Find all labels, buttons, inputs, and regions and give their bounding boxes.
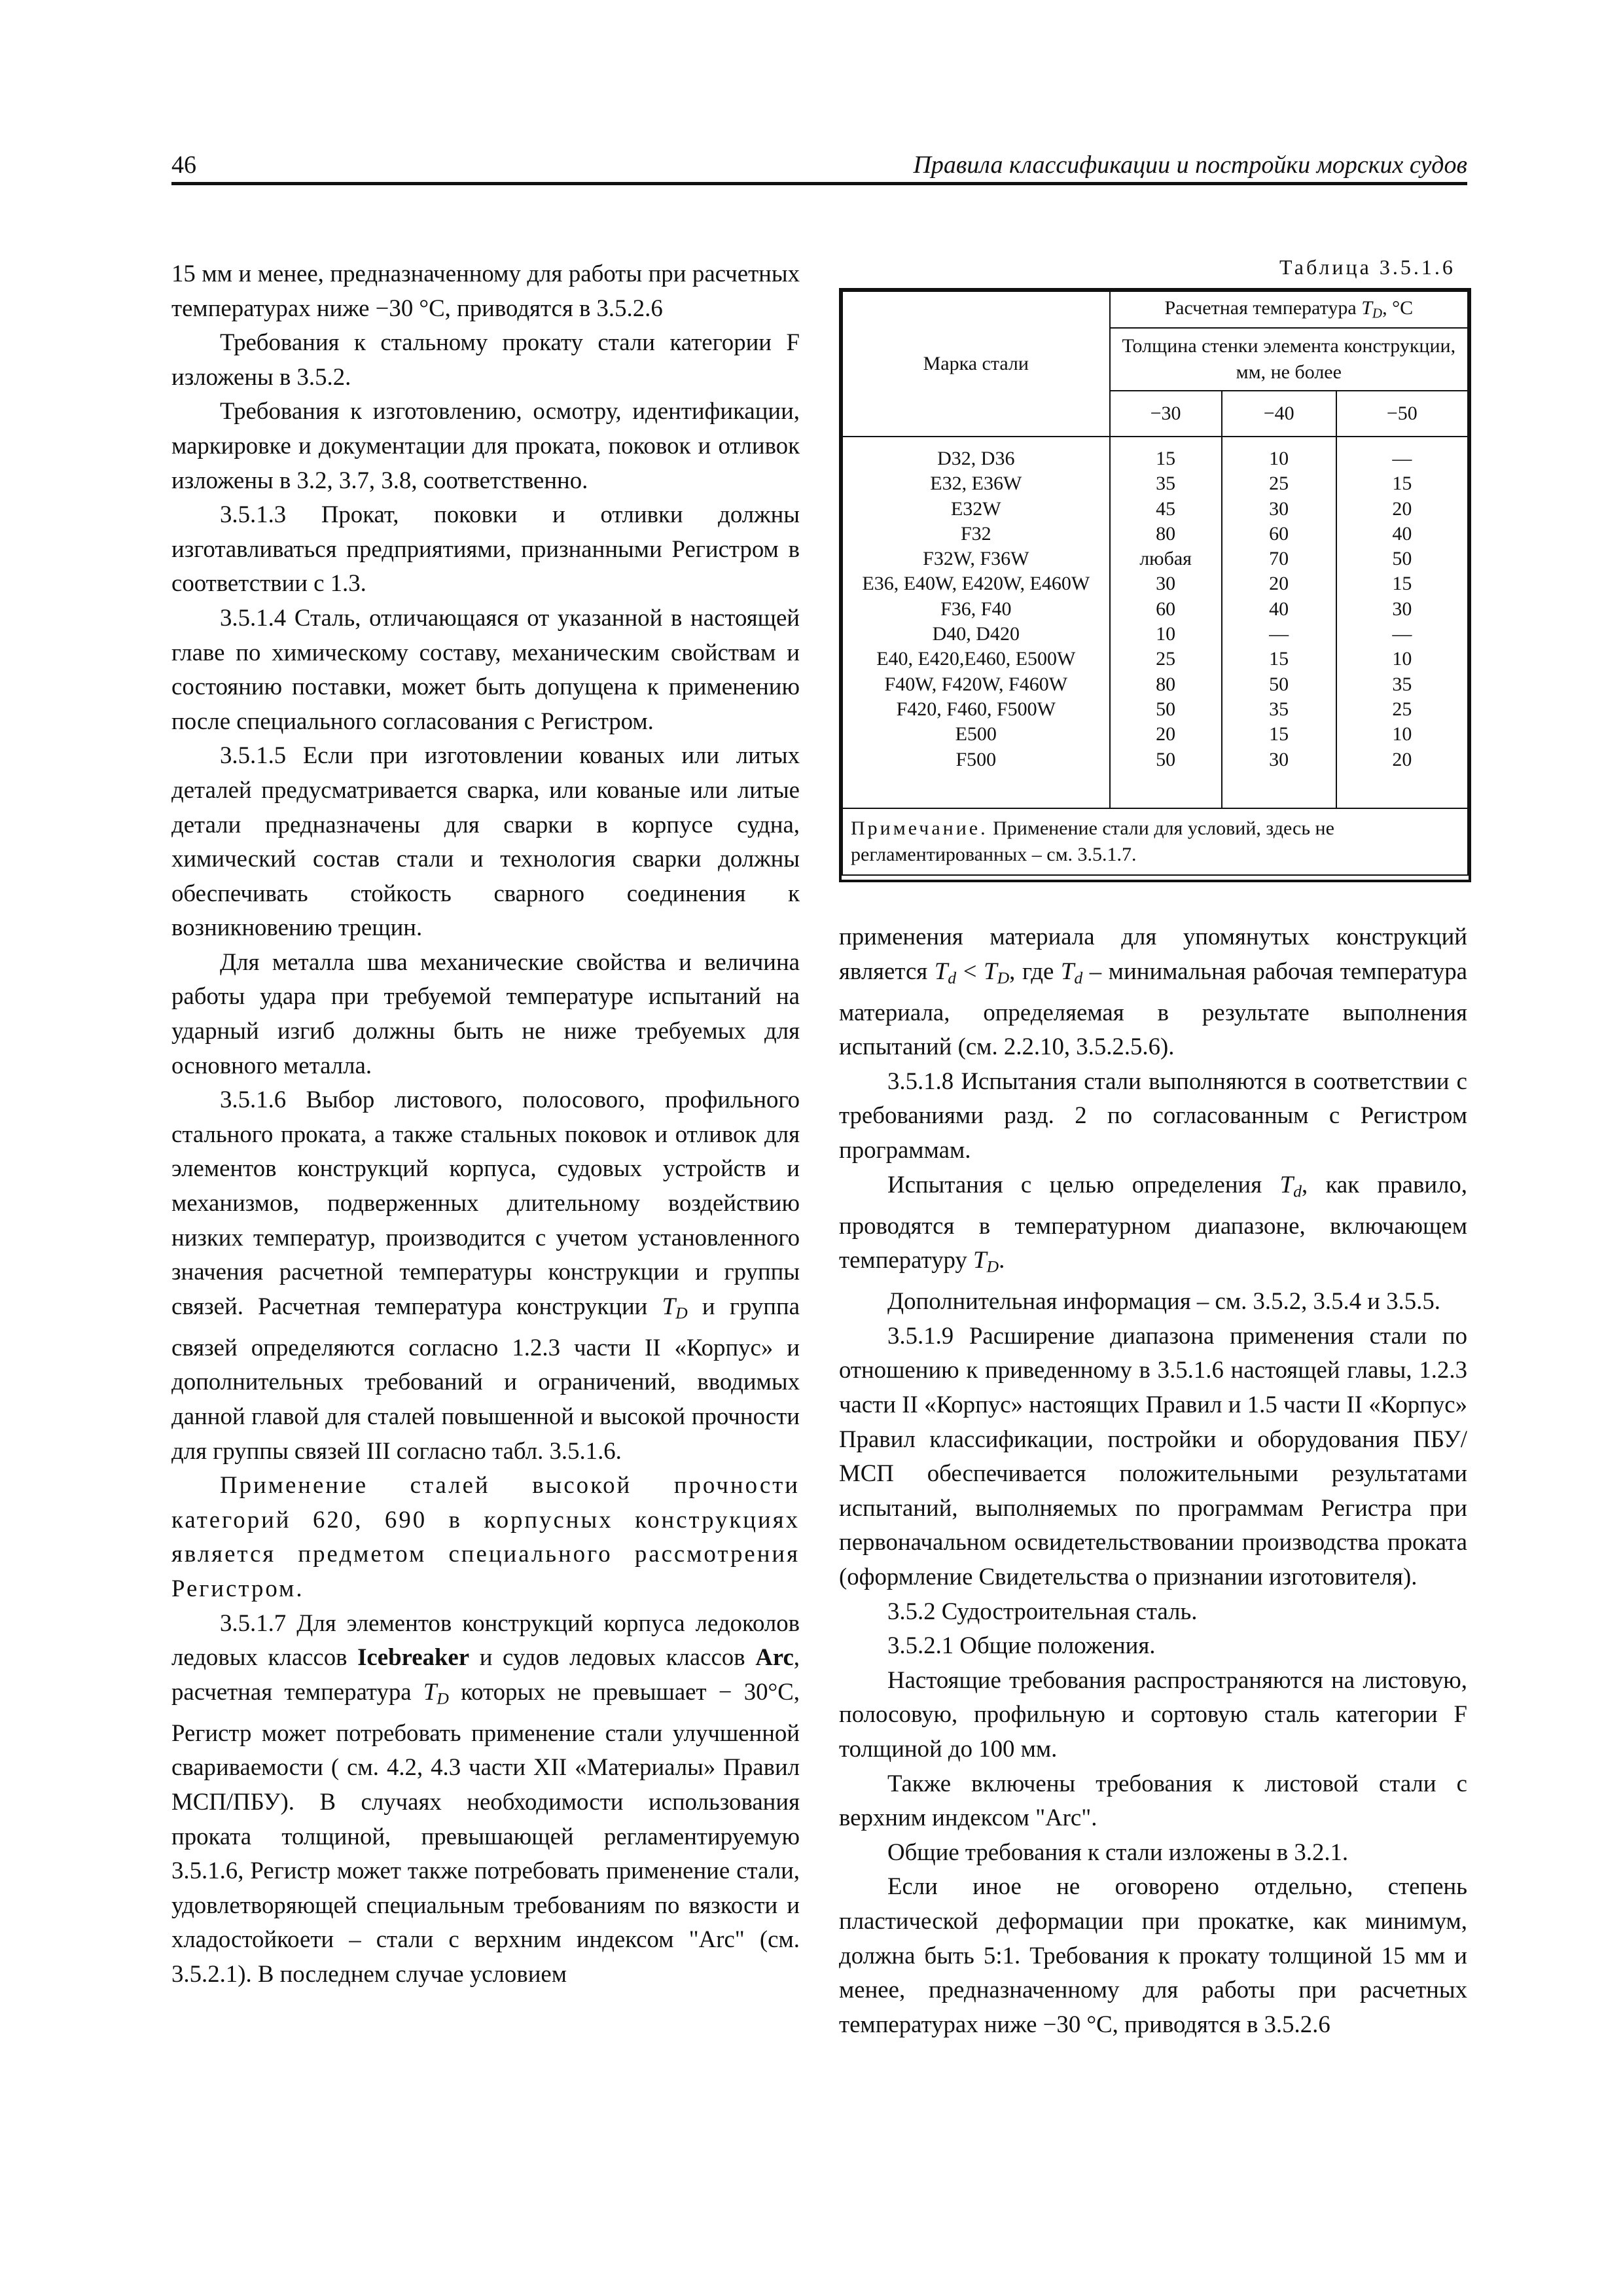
- grade-row: E32, E36W: [930, 473, 1022, 495]
- value-cell: 40: [1269, 598, 1289, 620]
- steel-table: [839, 288, 1471, 882]
- value-cell: —: [1392, 448, 1412, 469]
- paragraph: Применение сталей высокой прочности категорий 620, 690 в корпусных конструкциях является предметом специального рассмотрения Регистром.: [171, 1471, 800, 1602]
- table-note: [842, 808, 1468, 875]
- text-run: , как правило, проводятся в температурном диапазоне, включающем температуру: [839, 1170, 1467, 1274]
- value-cell: 15: [1269, 723, 1289, 745]
- value-cell: любая: [1139, 548, 1192, 570]
- text-run: применения материала для упомянутых конструкций является: [839, 923, 1467, 984]
- paragraph: [839, 1168, 1467, 1285]
- value-cell: 40: [1392, 522, 1412, 545]
- paragraph: Требования к стальному прокату стали категории F изложены в 3.5.2.: [171, 329, 800, 390]
- value-cell: 50: [1392, 548, 1412, 570]
- value-cell: 20: [1392, 748, 1412, 770]
- note-text: Применение стали для условий, здесь не регламентированных – см. 3.5.1.7.: [851, 817, 1334, 865]
- value-cell: 30: [1392, 598, 1412, 620]
- value-cell: 15: [1156, 448, 1176, 469]
- paragraph: 15 мм и менее, предназначенному для работы при расчетных температурах ниже −30 °С, приводятся в 3.5.2.6: [171, 260, 800, 321]
- paragraph: [171, 1606, 800, 1992]
- value-cell: 30: [1269, 497, 1289, 520]
- symbol-td: [662, 1292, 688, 1323]
- value-cell: 45: [1156, 497, 1176, 520]
- value-cell: 10: [1392, 648, 1412, 670]
- temp-header: −40: [1222, 391, 1336, 437]
- text-run: Испытания с целью определения: [887, 1170, 1280, 1198]
- value-cell: 10: [1392, 723, 1412, 745]
- value-cell: 25: [1269, 473, 1289, 495]
- grade-row: F36, F40: [940, 598, 1012, 620]
- text-run: которых не превышает − 30°С, Регистр может потребовать применение стали улучшенной свариваемости ( см. 4.2, 4.3 части XII «Материалы» Правил МСП/ПБУ). В случаях необходимости использования проката толщиной, превышающей регламентируемую 3.5.1.6, Регистр может также потребовать применение стали, удовлетворяющей специальным требованиям по вязкости и хладостойкоети – стали с верхним индексом "Arc" (см. 3.5.2.1). В последнем случае условием: [171, 1677, 800, 1987]
- value-cell: 60: [1269, 522, 1289, 545]
- symbol-t: T: [1060, 957, 1075, 984]
- value-cell: 20: [1392, 497, 1412, 520]
- text-run: , расчетная температура: [171, 1643, 800, 1705]
- grade-row: E500: [955, 723, 997, 745]
- temp-header: −30: [1110, 391, 1222, 437]
- grade-row: F32: [960, 522, 991, 545]
- symbol-t: T: [662, 1292, 676, 1319]
- symbol-td: [423, 1677, 449, 1708]
- header-text: Расчетная температура: [1164, 297, 1362, 319]
- grade-row: F40W, F420W, F460W: [884, 673, 1068, 695]
- right-column: [839, 920, 1467, 2041]
- column-header-grade: Марка стали: [842, 291, 1110, 437]
- grade-row: F32W, F36W: [923, 548, 1029, 570]
- subscript: D: [997, 968, 1010, 988]
- symbol-td-min: [1060, 957, 1083, 988]
- grade-row: F420, F460, F500W: [896, 698, 1056, 720]
- value-cell: 50: [1156, 748, 1176, 770]
- paragraph: 3.5.1.3 Прокат, поковки и отливки должны изготавливаться предприятиями, признанными Регистром в соответствии с 1.3.: [171, 501, 800, 597]
- grade-row: D32, D36: [937, 448, 1015, 469]
- grade-row: E40, E420,E460, E500W: [876, 648, 1076, 670]
- text-run: , где: [1009, 957, 1061, 984]
- symbol-t: T: [1279, 1170, 1294, 1198]
- paragraph: 3.5.1.9 Расширение диапазона применения стали по отношению к приведенному в 3.5.1.6 настоящей главы, 1.2.3 части II «Корпус» настоящих Правил и 1.5 части II «Корпус» Правил классификации, постройки и оборудования ПБУ/МСП обеспечивается положительными результатами испытаний, выполняемых по программам Регистра при первоначальном освидетельствовании производства проката (оформление Свидетельства о признании изготовителя).: [839, 1321, 1467, 1590]
- ice-class-name: Arc: [755, 1643, 794, 1671]
- symbol-td: [984, 957, 1010, 988]
- values-minus30: [1110, 437, 1222, 808]
- section-heading: 3.5.2 Судостроительная сталь.: [887, 1597, 1198, 1624]
- left-column: [171, 257, 800, 1992]
- text-run: 3.5.1.7 Для элементов конструкций корпуса ледоколов ледовых классов: [171, 1609, 800, 1671]
- symbol-t: T: [423, 1677, 437, 1705]
- paragraph: 3.5.1.8 Испытания стали выполняются в соответствии с требованиями разд. 2 по согласованным с Регистром программам.: [839, 1067, 1467, 1163]
- paragraph: Требования к изготовлению, осмотру, идентификации, маркировке и документации для проката, поковок и отливок изложены в 3.2, 3.7, 3.8, соответственно.: [171, 397, 800, 493]
- symbol-t: T: [1361, 297, 1372, 319]
- table-caption: Таблица 3.5.1.6: [1279, 255, 1455, 279]
- value-cell: 30: [1156, 573, 1176, 595]
- column-header-thickness: Толщина стенки элемента конструкции, мм, не более: [1110, 328, 1468, 391]
- value-cell: 25: [1156, 648, 1176, 670]
- values-minus50: [1336, 437, 1468, 808]
- text-run: 3.5.1.6 Выбор листового, полосового, профильного стального проката, а также стальных поковок и отливок для элементов конструкций корпуса, судовых устройств и механизмов, подверженных длительному воздействию низких температур, производится с учетом установленного значения расчетной температуры конструкции и группы связей. Расчетная температура конструкции: [171, 1086, 800, 1319]
- text-run: .: [999, 1246, 1005, 1274]
- values-minus40: [1222, 437, 1336, 808]
- paragraph: Общие требования к стали изложены в 3.2.1.: [887, 1838, 1349, 1865]
- value-cell: 10: [1269, 448, 1289, 469]
- temp-header: −50: [1336, 391, 1468, 437]
- value-cell: 15: [1392, 573, 1412, 595]
- value-cell: —: [1269, 623, 1289, 645]
- value-cell: 35: [1156, 473, 1176, 495]
- subscript: D: [675, 1303, 688, 1323]
- paragraph: 3.5.1.5 Если при изготовлении кованых или литых деталей предусматривается сварка, или кованые или литые детали предназначены для сварки в корпусе судна, химический состав стали и технология сварки должны обеспечивать стойкость сварного соединения к возникновению трещин.: [171, 742, 800, 941]
- value-cell: 50: [1156, 698, 1176, 720]
- value-cell: 10: [1156, 623, 1176, 645]
- grade-row: E36, E40W, E420W, E460W: [862, 573, 1090, 595]
- header-unit: , °С: [1382, 297, 1414, 319]
- symbol-td: [1361, 297, 1382, 319]
- value-cell: 35: [1392, 673, 1412, 695]
- note-lead: Примечание.: [851, 817, 988, 839]
- symbol-t: T: [984, 957, 997, 984]
- subscript: D: [437, 1689, 449, 1708]
- value-cell: 70: [1269, 548, 1289, 570]
- grade-cell: [842, 437, 1110, 808]
- subsection-heading: 3.5.2.1 Общие положения.: [887, 1632, 1156, 1659]
- text-run: и судов ледовых классов: [469, 1643, 756, 1671]
- paragraph: [171, 1083, 800, 1468]
- subscript: d: [1293, 1181, 1302, 1201]
- subscript: D: [986, 1257, 999, 1276]
- paragraph: Настоящие требования распространяются на листовую, полосовую, профильную и сортовую сталь категории F толщиной до 100 мм.: [839, 1666, 1467, 1762]
- page-number: 46: [171, 151, 196, 179]
- grade-row: E32W: [950, 497, 1001, 520]
- value-cell: 20: [1269, 573, 1289, 595]
- text-run: <: [956, 957, 984, 984]
- symbol-t: T: [973, 1246, 987, 1274]
- subscript: D: [1372, 305, 1383, 321]
- symbol-t: T: [934, 957, 948, 984]
- grade-row: F500: [955, 748, 997, 770]
- paragraph: Дополнительная информация – см. 3.5.2, 3.5.4 и 3.5.5.: [887, 1287, 1440, 1315]
- paragraph: Для металла шва механические свойства и величина работы удара при требуемой температуре испытаний на ударный изгиб должны быть не ниже требуемых для основного металла.: [171, 948, 800, 1079]
- value-cell: 30: [1269, 748, 1289, 770]
- text-run: – минимальная рабочая температура материала, определяемая в результате выполнения испытаний (см. 2.2.10, 3.5.2.5.6).: [839, 957, 1468, 1060]
- paragraph: [839, 920, 1467, 1064]
- value-cell: 50: [1269, 673, 1289, 695]
- value-cell: 15: [1269, 648, 1289, 670]
- value-cell: —: [1392, 623, 1412, 645]
- grade-row: D40, D420: [932, 623, 1020, 645]
- value-cell: 60: [1156, 598, 1176, 620]
- value-cell: 80: [1156, 673, 1176, 695]
- symbol-td-min: [1279, 1170, 1302, 1201]
- running-title: Правила классификации и постройки морских судов: [913, 151, 1467, 179]
- ice-class-name: Icebreaker: [357, 1643, 470, 1671]
- value-cell: 15: [1392, 473, 1412, 495]
- subscript: d: [1074, 968, 1083, 988]
- paragraph: 3.5.1.4 Сталь, отличающаяся от указанной в настоящей главе по химическому составу, механическим свойствам и состоянию поставки, может быть допущена к применению после специального согласования с Регистром.: [171, 603, 800, 734]
- value-cell: 80: [1156, 522, 1176, 545]
- paragraph: Также включены требования к листовой стали с верхним индексом "Arc".: [839, 1769, 1467, 1831]
- value-cell: 35: [1269, 698, 1289, 720]
- value-cell: 20: [1156, 723, 1176, 745]
- text-run: и группа связей определяются согласно 1.2.3 части II «Корпус» и дополнительных требований и ограничений, вводимых данной главой для сталей повышенной и высокой прочности для группы связей III согласно табл. 3.5.1.6.: [171, 1292, 800, 1464]
- page-header: [171, 143, 1467, 185]
- symbol-td-min: [934, 957, 957, 988]
- subscript: d: [948, 968, 957, 988]
- table: [842, 291, 1469, 876]
- column-header-design-temp: [1110, 291, 1468, 328]
- value-cell: 25: [1392, 698, 1412, 720]
- symbol-td: [973, 1246, 999, 1276]
- paragraph: Если иное не оговорено отдельно, степень пластической деформации при прокатке, как минимум, должна быть 5:1. Требования к прокату толщиной 15 мм и менее, предназначенному для работы при расчетных температурах ниже −30 °С, приводятся в 3.5.2.6: [839, 1873, 1467, 2037]
